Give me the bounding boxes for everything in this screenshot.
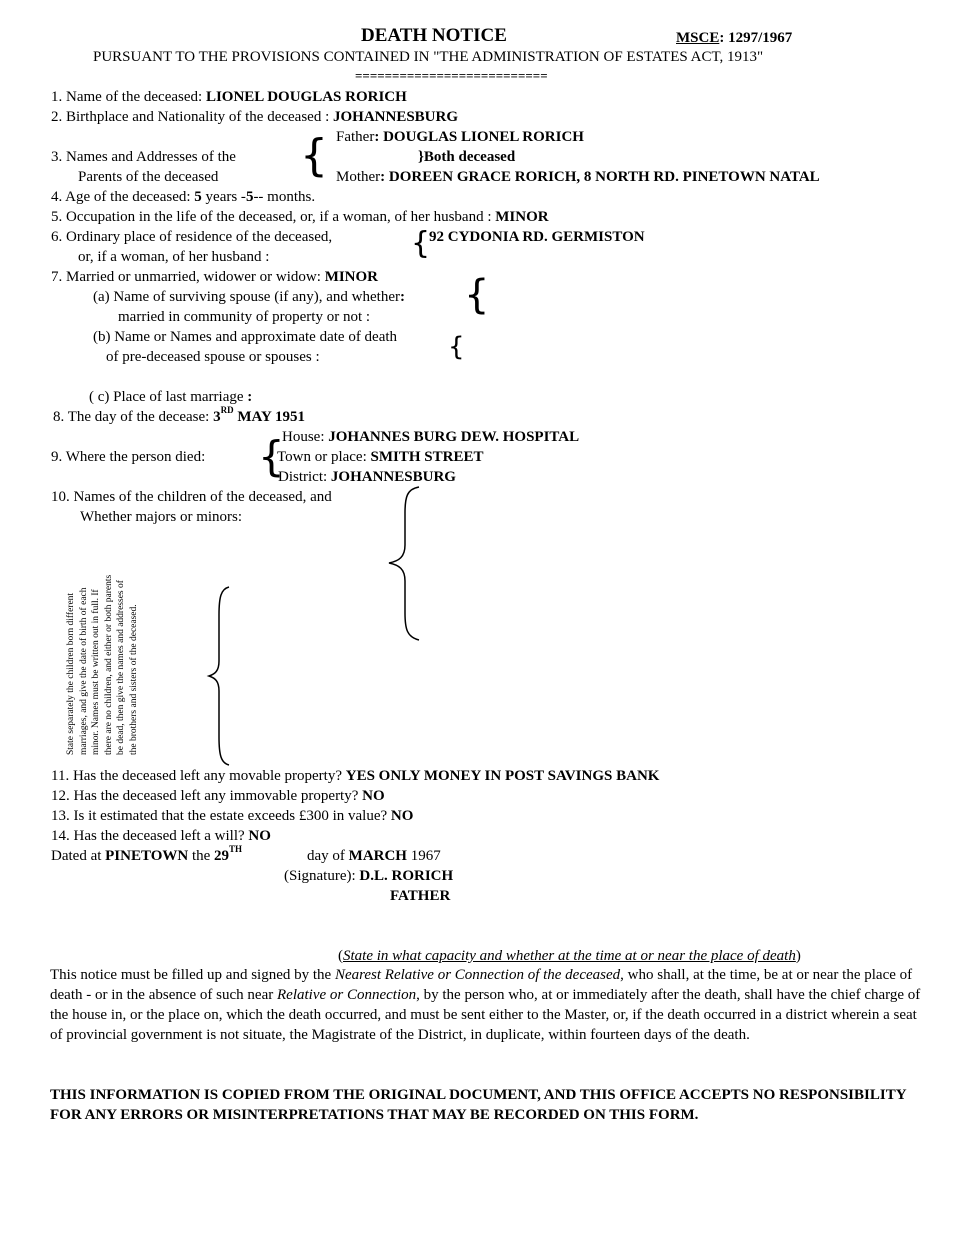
item-14-label: 14. Has the deceased left a will?: [51, 828, 249, 844]
item-10-label-a: 10. Names of the children of the deceased, and: [51, 489, 332, 505]
item-7c-label: ( c) Place of last marriage: [89, 389, 248, 405]
msce-value: : 1297/1967: [719, 30, 793, 46]
dated-day: 29: [214, 848, 230, 864]
item-11-label: 11. Has the deceased left any movable property?: [51, 768, 346, 784]
children-brace: [385, 485, 425, 642]
instructions-part-3: , by the person who, at or immediately after the death, shall have the chief charge of the house in, or the place on, which the death occurred, and must be sent either to the Master, or, if the death occurred in a district wherein a seat of provincial government is not situate, the Magistrate of the District, in duplicate, within fourteen days of the death.: [50, 987, 921, 1043]
instructions-emphasis-2: Relative or Connection: [277, 987, 417, 1003]
item-3-brace: {: [300, 130, 328, 181]
item-9-house: [282, 427, 579, 447]
item-7b-label-a: (b) Name or Names and approximate date of death: [93, 329, 398, 345]
age-months: 5: [245, 189, 254, 205]
msce-label: MSCE: [676, 30, 720, 46]
item-6-brace: {: [411, 226, 431, 261]
item-6-label-b: or, if a woman, of her husband :: [78, 249, 270, 265]
side-note-text: State separately the children born different marriages, and give the date of birth of each minor. Names must be written out in full. If there are no children, and either or both parents be dead, then give the names and addresses of the brothers and sisters of the deceased.: [66, 574, 139, 755]
item-9-label: 9. Where the person died:: [51, 449, 206, 465]
item-1-value: LIONEL DOUGLAS RORICH: [205, 89, 407, 105]
item-2-value: JOHANNESBURG: [332, 109, 459, 125]
item-7a-brace: {: [464, 272, 490, 318]
signature-value: D.L. RORICH: [359, 868, 454, 884]
item-13: [51, 806, 413, 826]
district-value: JOHANNESBURG: [330, 469, 456, 485]
town-label: Town or place:: [277, 449, 371, 465]
item-14: [51, 826, 271, 846]
dated-the: the: [188, 848, 215, 864]
item-3-label-a: 3. Names and Addresses of the: [51, 149, 236, 165]
instructions-part-2: , who shall, at the time, be at or near the place of death - or in the absence of such near: [50, 967, 913, 1003]
item-7a-text: (a) Name of surviving spouse (if any), and whether: [93, 289, 400, 305]
item-4: [51, 187, 315, 207]
decease-day-suffix: RD: [220, 405, 234, 415]
instructions-emphasis-1: Nearest Relative or Connection of the deceased: [334, 967, 621, 983]
year-value: 1967: [406, 848, 441, 864]
item-3-both-deceased: }Both deceased: [418, 149, 516, 165]
item-8: [53, 407, 305, 427]
decease-month-year: MAY 1951: [233, 409, 305, 425]
item-7-value: MINOR: [324, 269, 379, 285]
item-7a-label-a: [93, 287, 405, 307]
dated-month: [307, 846, 441, 866]
dated-at: [51, 846, 242, 866]
item-12-value: NO: [362, 788, 385, 804]
item-3-father: [336, 127, 584, 147]
item-11: [51, 766, 659, 786]
item-3-mother: [336, 167, 820, 187]
father-label: Father: [336, 129, 375, 145]
item-5-value: MINOR: [495, 209, 549, 225]
house-value: JOHANNES BURG DEW. HOSPITAL: [328, 429, 580, 445]
decease-day: 3: [213, 409, 221, 425]
item-7-label: 7. Married or unmarried, widower or widow:: [51, 269, 325, 285]
item-9-brace: {: [258, 432, 285, 481]
item-12: [51, 786, 385, 806]
side-note: [65, 570, 180, 755]
item-7a-label-b: married in community of property or not :: [118, 309, 371, 325]
item-9-district: [278, 467, 456, 487]
dated-day-suffix: TH: [229, 844, 243, 854]
town-value: SMITH STREET: [370, 449, 484, 465]
page-subtitle: PURSUANT TO THE PROVISIONS CONTAINED IN "THE ADMINISTRATION OF ESTATES ACT, 1913": [93, 49, 764, 65]
item-1: [51, 87, 407, 107]
mother-value: : DOREEN GRACE RORICH, 8 NORTH RD. PINETOWN NATAL: [380, 169, 820, 185]
item-11-value: YES ONLY MONEY IN POST SAVINGS BANK: [345, 768, 660, 784]
item-7b-label-b: of pre-deceased spouse or spouses :: [106, 349, 320, 365]
item-10-label-b: Whether majors or minors:: [80, 509, 243, 525]
item-2-label: 2. Birthplace and Nationality of the deceased :: [51, 109, 333, 125]
signature-label: (Signature):: [284, 868, 360, 884]
day-of-label: day of: [307, 848, 349, 864]
age-months-text: -- months.: [253, 189, 316, 205]
side-note-brace: [205, 585, 235, 767]
dated-at-label: Dated at: [51, 848, 106, 864]
district-label: District:: [278, 469, 331, 485]
item-9-town: [277, 447, 483, 467]
disclaimer: THIS INFORMATION IS COPIED FROM THE ORIGINAL DOCUMENT, AND THIS OFFICE ACCEPTS NO RESPONSIBILITY FOR ANY ERRORS OR MISINTERPRETATIONS THAT MAY BE RECORDED ON THIS FORM.: [50, 1087, 906, 1123]
item-7c-colon: :: [247, 389, 253, 405]
mother-label: Mother: [336, 169, 381, 185]
item-1-label: 1. Name of the deceased:: [51, 89, 206, 105]
header-separator: ==========================: [355, 68, 548, 83]
signatory-capacity: FATHER: [390, 888, 451, 904]
capacity-note: (State in what capacity and whether at the time at or near the place of death): [338, 948, 801, 964]
item-8-label: 8. The day of the decease:: [53, 409, 214, 425]
item-5: [51, 207, 549, 227]
msce-reference: [676, 28, 792, 48]
item-14-value: NO: [248, 828, 271, 844]
item-7a-colon: :: [400, 289, 405, 305]
item-12-label: 12. Has the deceased left any immovable property?: [51, 788, 363, 804]
item-7: [51, 267, 378, 287]
item-3-label-b: Parents of the deceased: [78, 169, 219, 185]
item-4-label: 4. Age of the deceased:: [51, 189, 195, 205]
item-7b-brace: {: [448, 332, 465, 362]
capacity-note-text: State in what capacity and whether at the time at or near the place of death: [343, 948, 796, 964]
item-13-label: 13. Is it estimated that the estate exceeds £300 in value?: [51, 808, 391, 824]
father-value: : DOUGLAS LIONEL RORICH: [374, 129, 584, 145]
age-years: 5: [194, 189, 202, 205]
house-label: House:: [282, 429, 329, 445]
instructions-paragraph: [50, 965, 925, 1045]
item-7c: [89, 387, 252, 407]
page-title: DEATH NOTICE: [361, 25, 507, 46]
item-13-value: NO: [390, 808, 414, 824]
instructions-part-1: This notice must be filled up and signed by the: [50, 967, 335, 983]
item-5-label: 5. Occupation in the life of the deceased, or, if a woman, of her husband :: [51, 209, 496, 225]
month-value: MARCH: [348, 848, 407, 864]
age-years-text: years -: [201, 189, 246, 205]
dated-place: PINETOWN: [105, 848, 189, 864]
item-6-label-a: 6. Ordinary place of residence of the deceased,: [51, 229, 333, 245]
item-6-value: 92 CYDONIA RD. GERMISTON: [429, 229, 645, 245]
signature-line: [284, 866, 453, 886]
item-2: [51, 107, 458, 127]
